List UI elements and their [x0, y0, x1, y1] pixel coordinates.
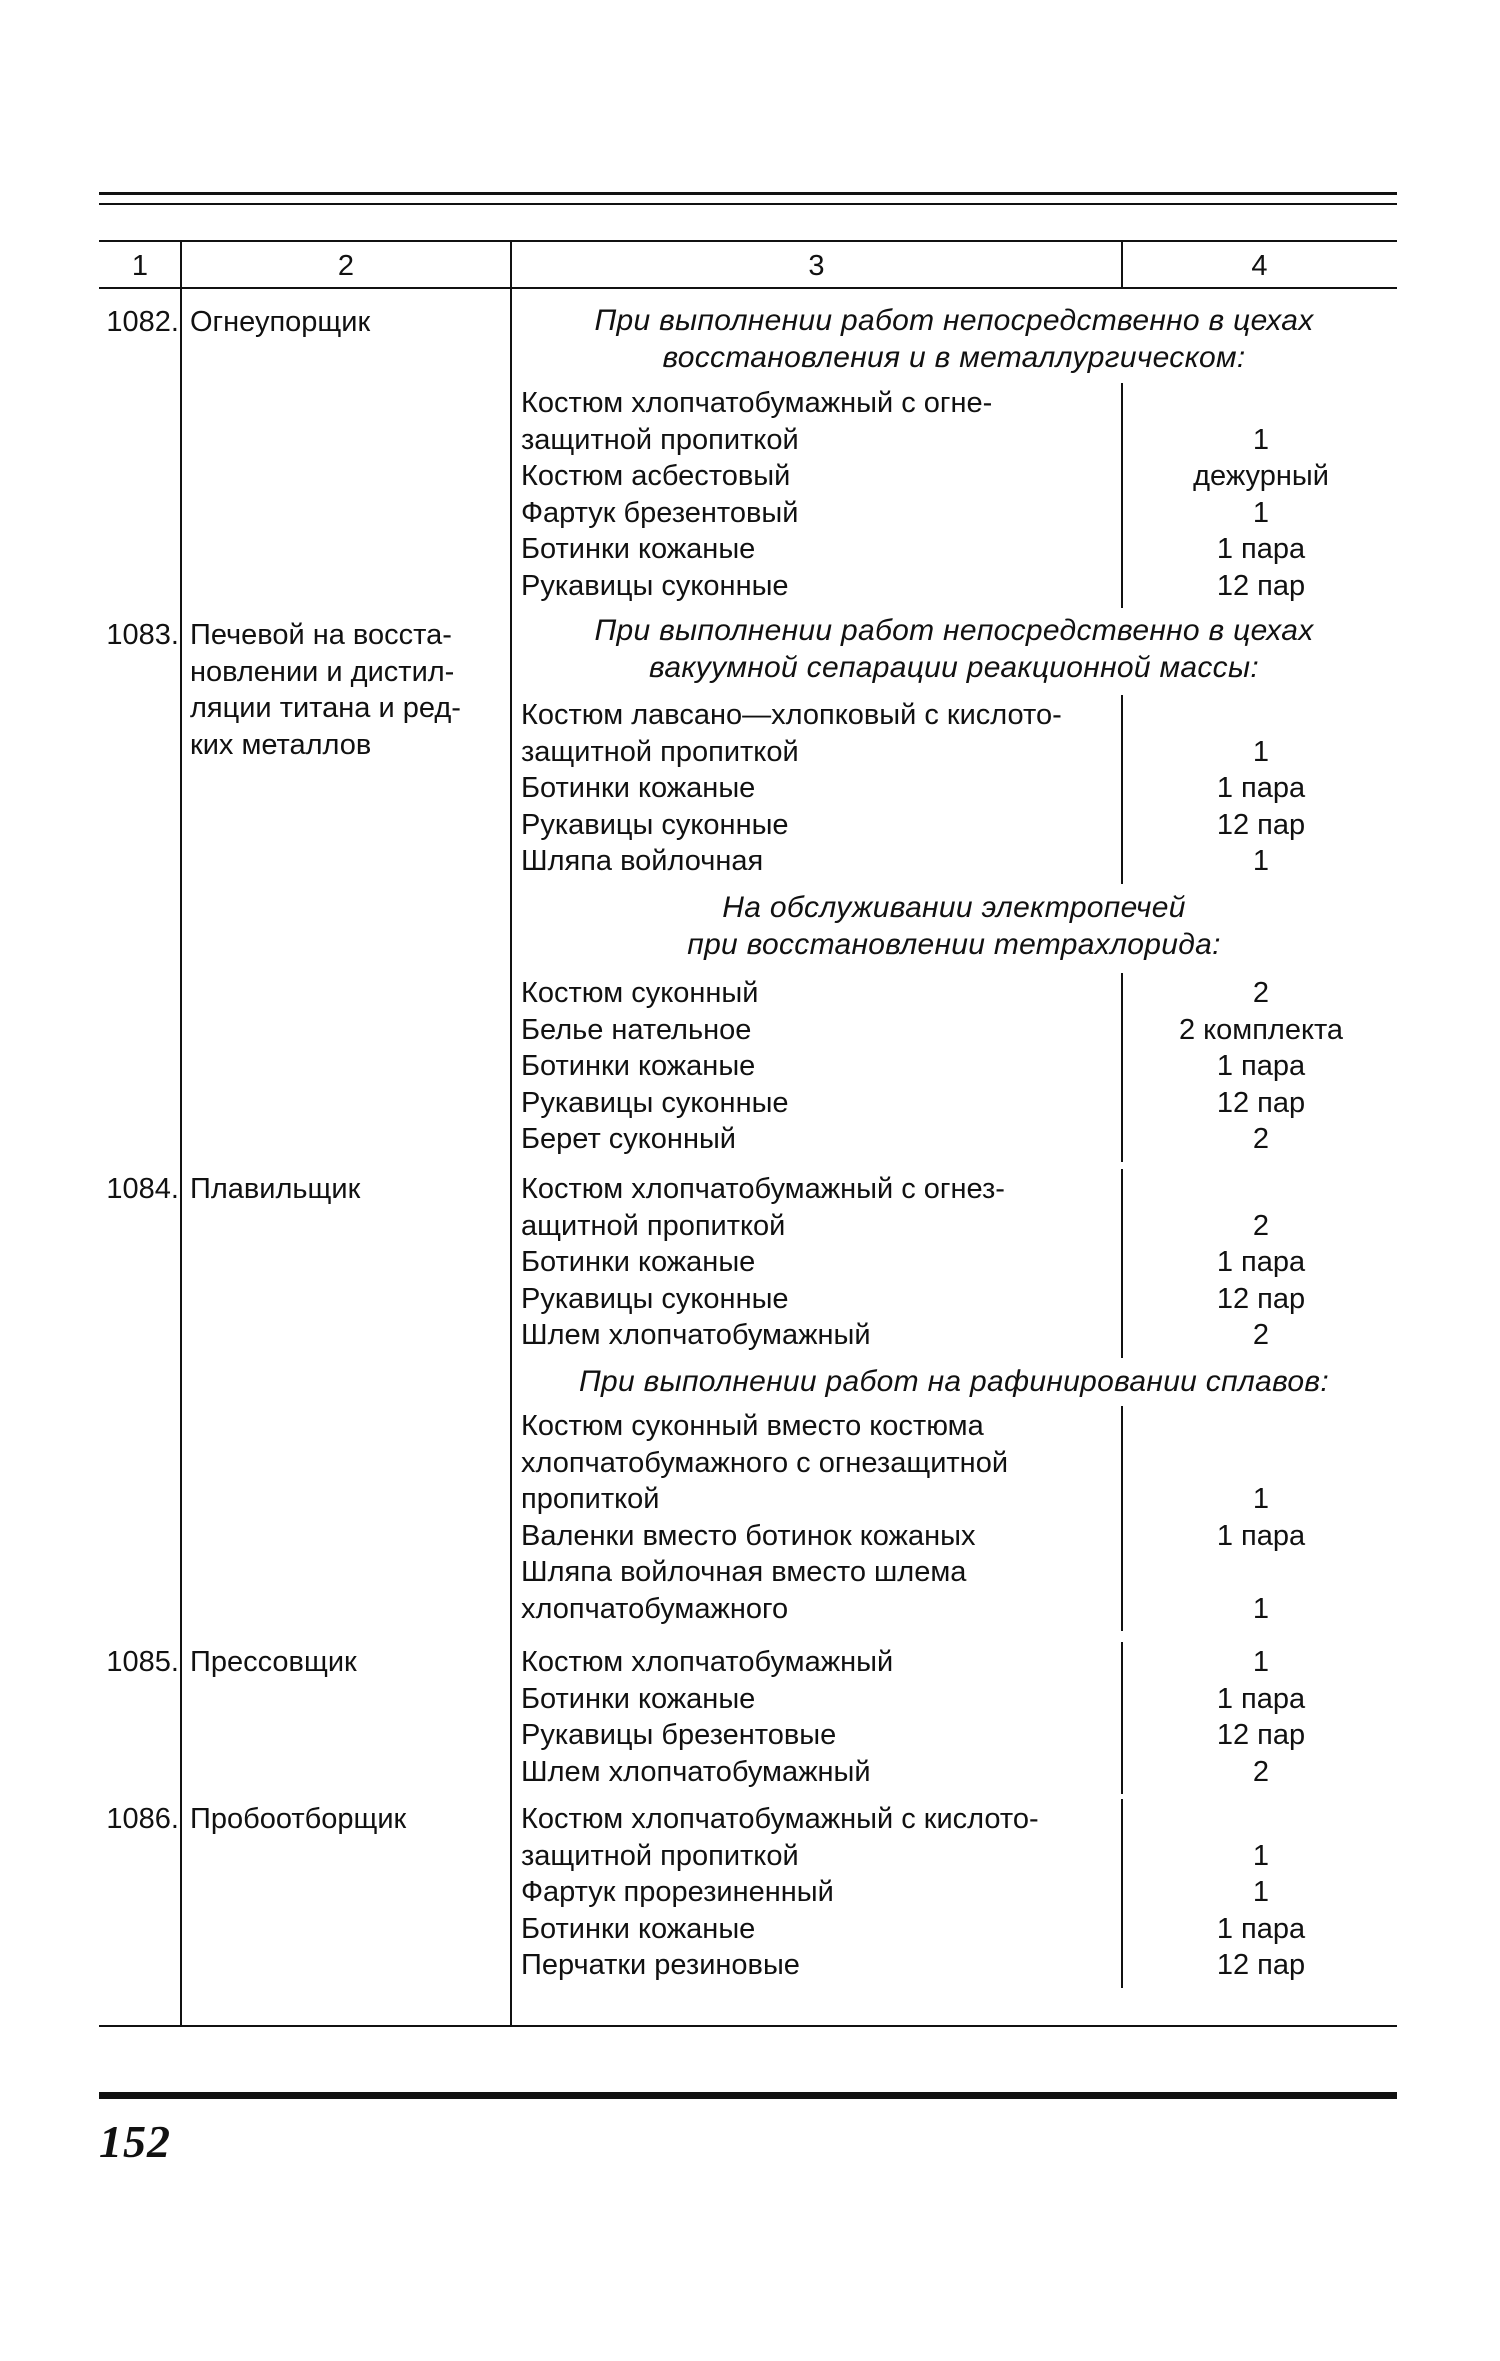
page-number: 152	[99, 2116, 171, 2167]
item-name: Берет суконный	[521, 1123, 737, 1155]
header-col-4: 4	[1251, 250, 1268, 282]
item-name: Перчатки резиновые	[521, 1949, 800, 1981]
profession-name: ких металлов	[190, 728, 372, 761]
item-quantity: 1	[1252, 1646, 1270, 1678]
item-name: защитной пропиткой	[521, 735, 799, 768]
item-quantity: 2	[1252, 1319, 1270, 1351]
item-quantity: 12 пар	[1216, 1949, 1306, 1981]
item-quantity: 1	[1252, 735, 1270, 768]
row-number: 1084.	[106, 1173, 179, 1205]
item-quantity: 1 пара	[1216, 1050, 1306, 1082]
item-name: Шлем хлопчатобумажный	[521, 1755, 871, 1788]
column-divider-qty	[1121, 1169, 1123, 1358]
section-heading: вакуумной сепарации реакционной массы:	[649, 651, 1259, 684]
profession-name: Печевой на восста-	[190, 619, 452, 651]
row-number: 1086.	[106, 1803, 179, 1835]
column-divider-2	[510, 240, 512, 2026]
item-quantity: 2	[1252, 1209, 1270, 1242]
column-divider-qty	[1121, 973, 1123, 1162]
item-name: Ботинки кожаные	[521, 1246, 756, 1278]
header-bottom-rule	[99, 287, 1397, 289]
item-quantity: 1 пара	[1216, 772, 1306, 804]
item-quantity: 1	[1252, 845, 1270, 877]
item-name: Ботинки кожаные	[521, 1912, 756, 1945]
item-quantity: 2 комплекта	[1178, 1013, 1344, 1046]
item-name: Костюм асбестовый	[521, 460, 791, 492]
item-name: Рукавицы брезентовые	[521, 1719, 837, 1751]
item-name: Валенки вместо ботинок кожаных	[521, 1519, 976, 1552]
column-divider-qty	[1121, 695, 1123, 884]
profession-name: Огнеупорщик	[190, 306, 371, 338]
item-quantity: 2	[1252, 977, 1270, 1009]
item-name: защитной пропиткой	[521, 423, 799, 456]
item-quantity: 12 пар	[1216, 1719, 1306, 1751]
row-number: 1083.	[106, 619, 179, 651]
item-quantity: 1 пара	[1216, 1682, 1306, 1715]
column-divider-1	[180, 240, 182, 2026]
section-heading: На обслуживании электропечей	[722, 891, 1186, 924]
item-quantity: 12 пар	[1216, 1282, 1306, 1315]
item-quantity: 1 пара	[1216, 533, 1306, 565]
item-quantity: 1	[1252, 1876, 1270, 1908]
row-number: 1085.	[106, 1646, 179, 1678]
item-quantity: 12 пар	[1216, 808, 1306, 841]
item-name: Рукавицы суконные	[521, 569, 789, 602]
header-col-2: 2	[337, 250, 355, 282]
item-name: Ботинки кожаные	[521, 1050, 756, 1082]
profession-name: Прессовщик	[190, 1646, 357, 1678]
item-name: Фартук брезентовый	[521, 496, 799, 529]
item-name: Белье нательное	[521, 1013, 752, 1046]
profession-name: Плавильщик	[190, 1173, 361, 1205]
item-name: Костюм хлопчатобумажный с огне-	[521, 387, 993, 419]
item-name: Костюм лавсано—хлопковый с кислото-	[521, 699, 1062, 731]
item-name: пропиткой	[521, 1483, 660, 1515]
section-heading: При выполнении работ непосредственно в цехах	[594, 304, 1314, 337]
profession-name: новлении и дистил-	[190, 655, 455, 688]
column-divider-qty	[1121, 1406, 1123, 1631]
column-divider-qty	[1121, 383, 1123, 608]
column-divider-qty	[1121, 1642, 1123, 1794]
top-double-rule-2	[99, 203, 1397, 205]
item-quantity: 1 пара	[1216, 1519, 1306, 1552]
item-name: Костюм суконный вместо костюма	[521, 1410, 984, 1442]
row-number: 1082.	[106, 306, 179, 338]
section-heading: восстановления и в металлургическом:	[662, 341, 1246, 374]
column-divider-qty	[1121, 1799, 1123, 1988]
footer-thick-rule	[99, 2092, 1397, 2099]
item-quantity: 12 пар	[1216, 569, 1306, 602]
item-quantity: 12 пар	[1216, 1086, 1306, 1119]
item-name: защитной пропиткой	[521, 1839, 799, 1872]
table-bottom-rule	[99, 2025, 1397, 2027]
item-name: Костюм хлопчатобумажный с огнез-	[521, 1173, 1005, 1205]
item-name: Ботинки кожаные	[521, 772, 756, 804]
item-quantity: 1	[1252, 423, 1270, 456]
item-quantity: 2	[1252, 1755, 1270, 1788]
item-quantity: 1	[1252, 496, 1270, 529]
item-quantity: 1 пара	[1216, 1246, 1306, 1278]
item-name: Шляпа войлочная вместо шлема	[521, 1556, 967, 1588]
header-col-1: 1	[131, 250, 149, 282]
item-quantity: дежурный	[1193, 460, 1329, 492]
item-name: Ботинки кожаные	[521, 1682, 756, 1715]
header-col-3: 3	[808, 250, 825, 282]
item-name: хлопчатобумажного с огнезащитной	[521, 1446, 1009, 1479]
item-name: ащитной пропиткой	[521, 1209, 786, 1242]
item-quantity: 1	[1252, 1839, 1270, 1872]
top-double-rule-1	[99, 192, 1397, 195]
item-name: Рукавицы суконные	[521, 808, 789, 841]
item-name: Рукавицы суконные	[521, 1086, 789, 1119]
item-name: Шляпа войлочная	[521, 845, 764, 877]
profession-name: ляции титана и ред-	[190, 692, 461, 724]
item-name: Ботинки кожаные	[521, 533, 756, 565]
section-heading: при восстановлении тетрахлорида:	[687, 928, 1221, 961]
item-quantity: 1 пара	[1216, 1912, 1306, 1945]
item-name: Костюм хлопчатобумажный	[521, 1646, 894, 1678]
item-name: хлопчатобумажного	[521, 1592, 789, 1625]
item-quantity: 2	[1252, 1123, 1270, 1155]
item-name: Костюм хлопчатобумажный с кислото-	[521, 1803, 1039, 1835]
item-name: Шлем хлопчатобумажный	[521, 1319, 871, 1351]
profession-name: Пробоотборщик	[190, 1803, 407, 1835]
section-heading: При выполнении работ непосредственно в цехах	[594, 614, 1314, 647]
item-name: Фартук прорезиненный	[521, 1876, 834, 1908]
item-quantity: 1	[1252, 1592, 1270, 1625]
section-heading: При выполнении работ на рафинировании сплавов:	[579, 1365, 1329, 1398]
item-name: Рукавицы суконные	[521, 1282, 789, 1315]
item-name: Костюм суконный	[521, 977, 759, 1009]
item-quantity: 1	[1252, 1483, 1270, 1515]
header-top-rule	[99, 240, 1397, 242]
